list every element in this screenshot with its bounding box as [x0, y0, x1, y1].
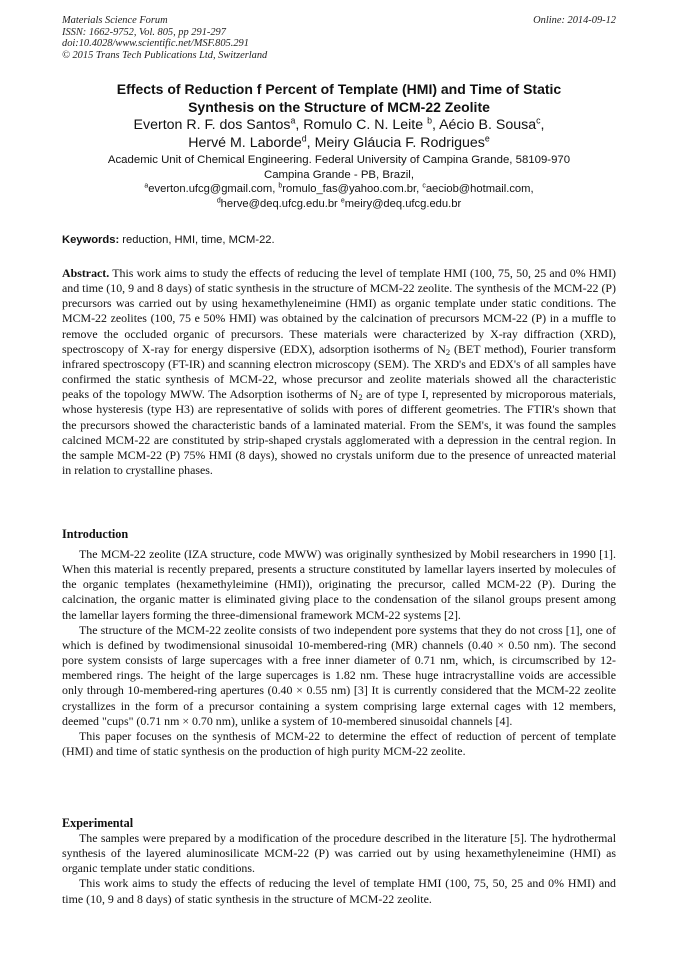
author-mark: e [484, 133, 490, 144]
abstract-text: (BET method), Fourier transform infrared spectroscopy (FT-IR) and scanning electron microscopy (SEM). The XRD's and EDX's of all samples have confirmed the static synthesis of MCM-22, whose precursor and zeolite materials showed all the characteristic peaks of the topology MWW. The Adsorption isotherms of N [62, 341, 616, 402]
introduction-body [62, 547, 616, 759]
affiliation [62, 153, 616, 182]
title-line-1: Effects of Reduction f Percent of Template (HMI) and Time of Static [116, 81, 562, 97]
author-list [62, 116, 616, 152]
keywords-text: reduction, HMI, time, MCM-22. [119, 234, 275, 246]
title-line-2: Synthesis on the Structure of MCM-22 Zeolite [188, 99, 490, 115]
subscript: 2 [358, 392, 363, 403]
email-address[interactable]: herve@deq.ufcg.edu.br [220, 197, 341, 210]
author-separator: , [306, 135, 315, 151]
abstract [62, 266, 616, 478]
subscript: 2 [445, 346, 451, 357]
email-separator: , [272, 183, 279, 195]
author-separator: , [431, 117, 440, 133]
abstract-text: are of type I, represented by microporous materials, whose hysteresis (type H3) are representative of solids with pores of different geometries. The FTIR's shown that the precursors showed the characteristic bands of a laminated material. From the SEM's, it was found the samples calcined MCM-22 are constituted by strip-shaped crystals agglomerated with a depression in the central region. In the sample MCM-22 (P) 75% HMI (8 days), showed no crystals uniform due to the presence of unreacted material in relation to crystalline phases. [62, 387, 616, 478]
journal-copyright: © 2015 Trans Tech Publications Ltd, Switzerland [62, 49, 268, 61]
author-mark: d [301, 133, 307, 144]
email-address[interactable]: meiry@deq.ufcg.edu.br [344, 197, 462, 210]
introduction-heading: Introduction [62, 527, 129, 541]
keywords-label: Keywords: [62, 234, 120, 246]
author-separator: , [295, 117, 304, 133]
author-mark: a [290, 115, 296, 126]
email-separator: , [416, 183, 423, 195]
email-mark: d [216, 196, 221, 204]
author-name: Hervé M. Laborde [188, 135, 302, 151]
experimental-heading: Experimental [62, 816, 134, 830]
keywords [62, 233, 616, 247]
author-mark: c [536, 115, 541, 126]
email-address[interactable]: romulo_fas@yahoo.com.br [282, 183, 417, 195]
journal-issn: ISSN: 1662-9752, Vol. 805, pp 291-297 [62, 26, 226, 38]
email-address[interactable]: everton.ufcg@gmail.com [148, 183, 273, 195]
author-mark: b [427, 115, 432, 126]
author-name: Aécio B. Sousa [439, 117, 537, 133]
journal-header [62, 15, 616, 61]
author-name: Romulo C. N. Leite [303, 117, 428, 133]
affiliation-line-1: Academic Unit of Chemical Engineering. Federal University of Campina Grande, 58109-970 [107, 154, 571, 166]
email-address[interactable]: aeciob@hotmail.com, [425, 183, 534, 195]
abstract-text: This work aims to study the effects of reducing the level of template HMI (100, 75, 50, 25 and 0% HMI) and time (10, 9 and 8 days) of static synthesis in the structure of MCM-22 zeolite. The synthesis of the MCM-22 (P) precursors was carried out by using hexamethyleneimine (HMI) as organic template under static conditions. The MCM-22 zeolites (100, 75 e 50% HMI) was obtained by the calcination of precursors MCM-22 (P) in a muffle to remove the occluded organic of precursors. These materials were characterized by X-ray diffraction (XRD), spectroscopy of X-ray for energy dispersive (EDX), adsorption isotherms of N [62, 266, 616, 356]
journal-name: Materials Science Forum [62, 15, 168, 26]
online-date: Online: 2014-09-12 [533, 15, 616, 26]
email-mark: a [144, 182, 149, 190]
abstract-label: Abstract. [62, 266, 110, 280]
paragraph: This work aims to study the effects of reducing the level of template HMI (100, 75, 50, 25 and 0% HMI) and time (10, 9 and 8 days) of static synthesis in the structure of MCM-22 zeolite. [62, 876, 616, 906]
email-mark: e [340, 196, 345, 204]
paragraph: The MCM-22 zeolite (IZA structure, code MWW) was originally synthesized by Mobil researchers in 1990 [1]. When this material is recently prepared, presents a structure constituted by lamellar layers inserted by molecules of the organic templates (hexamethyleimine (HMI)), originating the precursor, called MCM-22 (P). During the calcination, the organic matter is eliminated giving place to the condensation of the silanol groups present among the lamellar layers forming the three-dimensional framework MCM-22 systems [2]. [62, 547, 616, 622]
author-name: Meiry Gláucia F. Rodrigues [314, 135, 485, 151]
email-mark: c [422, 182, 426, 190]
author-name: Everton R. F. dos Santos [133, 117, 291, 133]
experimental-body [62, 831, 616, 907]
author-separator: , [540, 117, 545, 133]
affiliation-line-2: Campina Grande - PB, Brazil, [263, 168, 415, 181]
author-emails [62, 182, 616, 211]
paragraph: This paper focuses on the synthesis of MCM-22 to determine the effect of reduction of percent of template (HMI) and time of static synthesis on the production of high purity MCM-22 zeolite. [62, 728, 616, 759]
paper-title [62, 80, 616, 116]
paragraph: The samples were prepared by a modification of the procedure described in the literature [5]. The hydrothermal synthesis of the layered aluminosilicate MCM-22 (P) was carried out by using hexamethyleneimine (HMI) as organic template under static conditions. [62, 831, 616, 876]
paragraph: The structure of the MCM-22 zeolite consists of two independent pore systems that they do not cross [1], one of which is defined by twodimensional sinusoidal 10-membered-ring (MR) channels (0.40 × 0.50 nm). The second pore system consists of large supercages with a free inner diameter of 0.71 nm, which, is circumscribed by 12-membered rings. The height of the large supercages is 1.82 nm. These huge intracrystalline voids are accessible only through 10-membered-ring apertures (0.40 × 0.55 nm) [3] It is currently considered that the MCM-22 zeolite crystallizes in the form of a precursor containing a system comprising large external cages with 12 members, deemed "cups" (0.71 nm × 0.70 nm), unlike a system of 10-membered sinusoidal channels [4]. [62, 622, 616, 728]
journal-doi: doi:10.4028/www.scientific.net/MSF.805.291 [62, 38, 249, 50]
email-mark: b [278, 182, 283, 190]
